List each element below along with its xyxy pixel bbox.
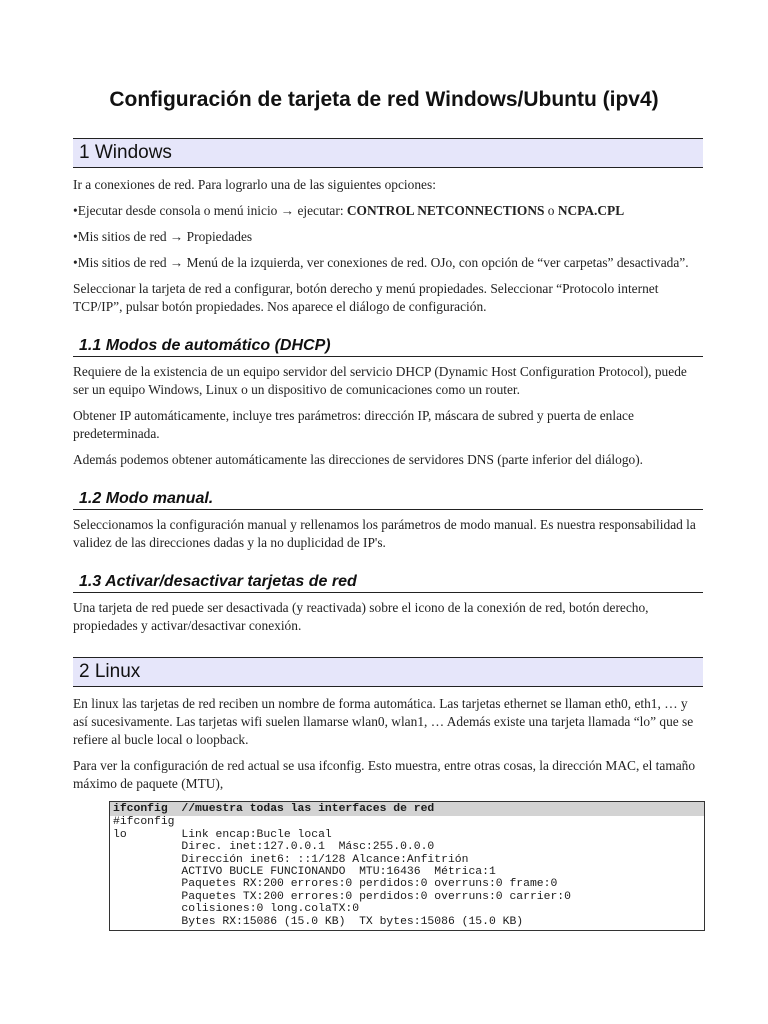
paragraph: •Mis sitios de red → Propiedades <box>73 229 253 244</box>
code-block <box>109 801 705 931</box>
paragraph: Requiere de la existencia de un equipo servidor del servicio DHCP (Dynamic Host Configuration Protocol), puede ser un equipo Windows, Linux o un dispositivo de comunicaciones como un router. <box>73 364 687 397</box>
section-heading-windows: 1 Windows <box>73 138 703 168</box>
code-line: ACTIVO BUCLE FUNCIONANDO MTU:16436 Métrica:1 <box>113 866 496 879</box>
paragraph: Además podemos obtener automáticamente las direcciones de servidores DNS (parte inferior del diálogo). <box>73 452 644 467</box>
document-title: Configuración de tarjeta de red Windows/Ubuntu (ipv4) <box>109 88 659 111</box>
subsection-heading-dhcp: 1.1 Modos de automático (DHCP) <box>73 336 703 357</box>
code-line: Direc. inet:127.0.0.1 Másc:255.0.0.0 <box>113 841 435 854</box>
code-line: #ifconfig <box>113 816 175 829</box>
subsection-heading-manual: 1.2 Modo manual. <box>73 489 703 510</box>
paragraph: Seleccionar la tarjeta de red a configurar, botón derecho y menú propiedades. Seleccionar “Protocolo internet TCP/IP”, pulsar botón propiedades. Nos aparece el diálogo de configuración. <box>73 281 659 314</box>
paragraph <box>73 202 703 220</box>
paragraph: Obtener IP automáticamente, incluye tres parámetros: dirección IP, máscara de subred y puerta de enlace predeterminada. <box>73 408 634 441</box>
code-line: Dirección inet6: ::1/128 Alcance:Anfitrión <box>113 853 469 866</box>
command-text: CONTROL NETCONNECTIONS <box>346 203 545 218</box>
command-text: NCPA.CPL <box>557 203 625 218</box>
code-line: lo Link encap:Bucle local <box>113 828 332 841</box>
paragraph: •Mis sitios de red → Menú de la izquierda, ver conexiones de red. OJo, con opción de “ver carpetas” desactivada”. <box>73 255 689 270</box>
text-run: •Ejecutar desde consola o menú inicio → ejecutar: <box>73 203 347 218</box>
code-line: colisiones:0 long.colaTX:0 <box>113 903 360 916</box>
code-line: Paquetes RX:200 errores:0 perdidos:0 overruns:0 frame:0 <box>113 878 558 891</box>
paragraph: Ir a conexiones de red. Para lograrlo una de las siguientes opciones: <box>73 177 436 192</box>
code-header: ifconfig //muestra todas las interfaces de red <box>110 802 704 816</box>
paragraph: Seleccionamos la configuración manual y rellenamos los parámetros de modo manual. Es nuestra responsabilidad la validez de las direcciones dadas y la no duplicidad de IP's. <box>73 517 696 550</box>
paragraph: Para ver la configuración de red actual se usa ifconfig. Esto muestra, entre otras cosas, la dirección MAC, el tamaño máximo de paquete (MTU), <box>73 758 696 791</box>
subsection-heading-activate: 1.3 Activar/desactivar tarjetas de red <box>73 572 703 593</box>
paragraph: Una tarjeta de red puede ser desactivada (y reactivada) sobre el icono de la conexión de red, botón derecho, propiedades y activar/desactivar conexión. <box>73 600 649 633</box>
section-heading-linux: 2 Linux <box>73 657 703 687</box>
code-line: Bytes RX:15086 (15.0 KB) TX bytes:15086 (15.0 KB) <box>113 915 524 928</box>
document-body <box>73 138 703 931</box>
paragraph: En linux las tarjetas de red reciben un nombre de forma automática. Las tarjetas ethernet se llaman eth0, eth1, … y así sucesivamente. Las tarjetas wifi suelen llamarse wlan0, wlan1, … Además existe una tarjeta llamada “lo” que se refiere al bucle local o loopback. <box>73 696 694 747</box>
text-run: o <box>544 203 558 218</box>
code-line: Paquetes TX:200 errores:0 perdidos:0 overruns:0 carrier:0 <box>113 890 571 903</box>
